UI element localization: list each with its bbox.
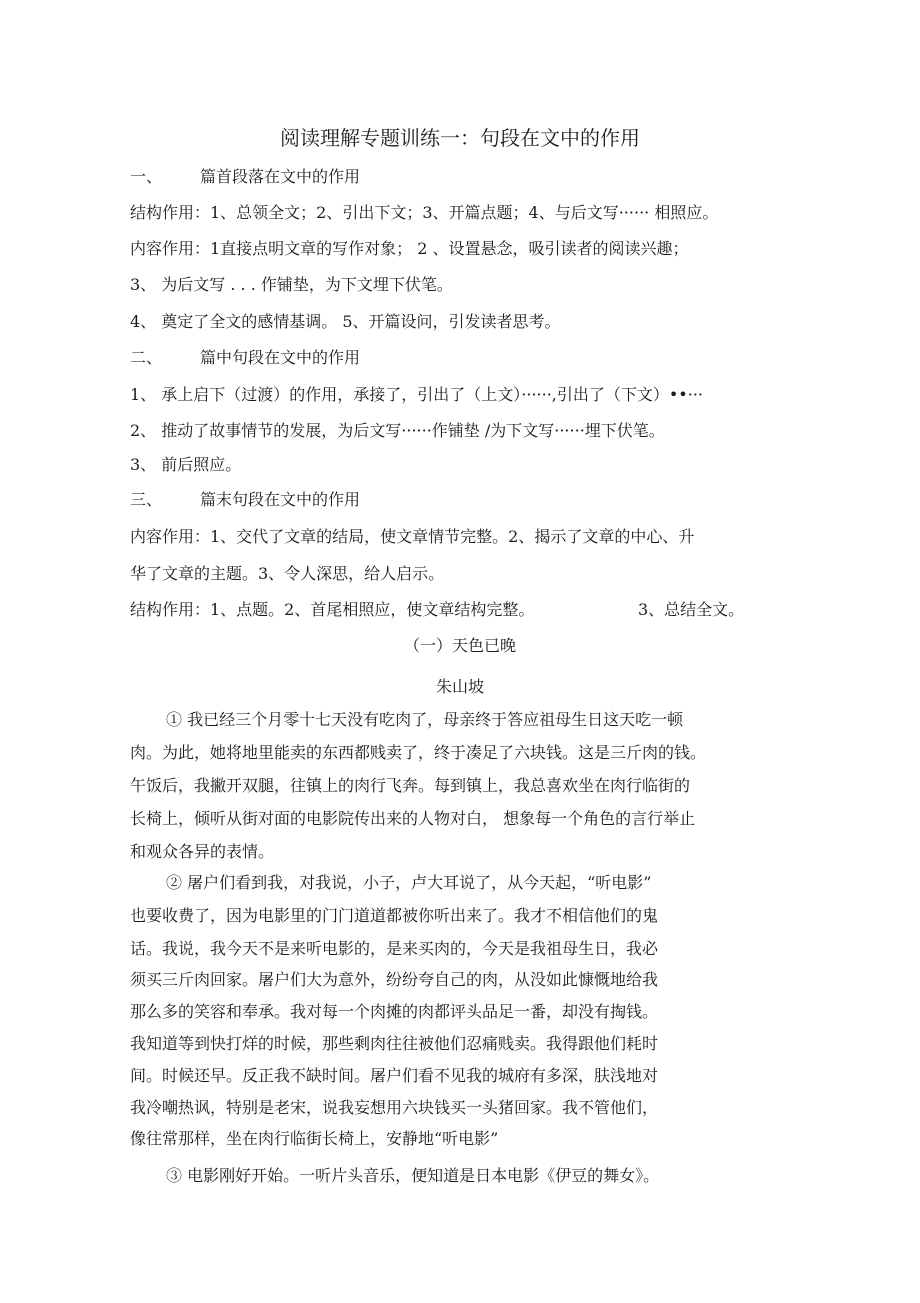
p3-line: ③ 电影刚好开始。一听片头音乐，便知道是日本电影《伊豆的舞女》。 xyxy=(166,1166,660,1185)
section-1-line-4: 4、 奠定了全文的感情基调。 5、开篇设问，引发读者思考。 xyxy=(130,312,561,331)
story-title: （一）天色已晚 xyxy=(403,636,516,655)
section-3-heading xyxy=(130,490,360,510)
section-2-line-3: 3、 前后照应。 xyxy=(130,455,242,474)
section-3-line-2: 华了文章的主题。3、令人深思，给人启示。 xyxy=(130,564,445,583)
section-1-number: 一、 xyxy=(130,167,163,186)
p2-line: 间。时候还早。反正我不缺时间。屠户们看不见我的城府有多深，肤浅地对 xyxy=(130,1066,659,1085)
section-1-title: 篇首段落在文中的作用 xyxy=(200,167,361,186)
section-2-heading xyxy=(130,348,360,368)
section-2-number: 二、 xyxy=(130,348,163,367)
p2-line: 我冷嘲热讽，特别是老宋，说我妄想用六块钱买一头猪回家。我不管他们， xyxy=(130,1098,659,1117)
story-author: 朱山坡 xyxy=(435,677,484,696)
p2-line: 须买三斤肉回家。屠户们大为意外，纷纷夸自己的肉，从没如此慷慨地给我 xyxy=(130,970,659,989)
section-3-line-1: 内容作用：1、交代了文章的结局，使文章情节完整。2、揭示了文章的中心、升 xyxy=(130,527,695,546)
p2-line: 那么多的笑容和奉承。我对每一个肉摊的肉都评头品足一番，却没有掏钱。 xyxy=(130,1002,659,1021)
p2-line: 也要收费了，因为电影里的门门道道都被你听出来了。我才不相信他们的鬼 xyxy=(130,906,659,925)
section-3-line-3b: 3、总结全文。 xyxy=(638,600,745,619)
p1-line: 肉。为此，她将地里能卖的东西都贱卖了，终于凑足了六块钱。这是三斤肉的钱。 xyxy=(130,743,707,762)
p2-line: 我知道等到快打烊的时候，那些剩肉往往被他们忍痛贱卖。我得跟他们耗时 xyxy=(130,1034,659,1053)
section-2-title: 篇中句段在文中的作用 xyxy=(200,348,361,367)
section-2-line-2: 2、 推动了故事情节的发展，为后文写······作铺垫 /为下文写······埋下伏笔。 xyxy=(130,421,665,440)
section-1-line-3: 3、 为后文写 . . . 作铺垫，为下文埋下伏笔。 xyxy=(130,275,453,294)
section-3-title: 篇末句段在文中的作用 xyxy=(200,490,361,509)
document-title: 阅读理解专题训练一：句段在文中的作用 xyxy=(280,126,640,150)
p1-line: ① 我已经三个月零十七天没有吃肉了，母亲终于答应祖母生日这天吃一顿 xyxy=(166,710,684,729)
section-1-line-1: 结构作用：1、总领全文；2、引出下文；3、开篇点题；4、与后文写······ 相照应。 xyxy=(130,203,719,222)
p1-line: 午饭后，我撇开双腿，往镇上的肉行飞奔。每到镇上，我总喜欢坐在肉行临街的 xyxy=(130,776,691,795)
p1-line: 和观众各异的表情。 xyxy=(130,842,275,861)
p2-line: 话。我说，我今天不是来听电影的，是来买肉的，今天是我祖母生日，我必 xyxy=(130,939,659,958)
section-2-line-1: 1、 承上启下（过渡）的作用，承接了，引出了（上文）······,引出了（下文）••··· xyxy=(130,385,704,404)
p1-line: 长椅上，倾听从街对面的电影院传出来的人物对白， 想象每一个角色的言行举止 xyxy=(130,809,696,828)
section-1-heading xyxy=(130,167,360,187)
section-3-number: 三、 xyxy=(130,490,163,509)
p2-line: ② 屠户们看到我，对我说，小子，卢大耳说了，从今天起，“听电影” xyxy=(166,873,652,892)
p2-line: 像往常那样，坐在肉行临街长椅上，安静地“听电影” xyxy=(130,1129,499,1148)
section-3-line-3a: 结构作用：1、点题。2、首尾相照应，使文章结构完整。 xyxy=(130,600,535,619)
section-1-line-2: 内容作用：1直接点明文章的写作对象； 2 、设置悬念，吸引读者的阅读兴趣； xyxy=(130,239,689,258)
